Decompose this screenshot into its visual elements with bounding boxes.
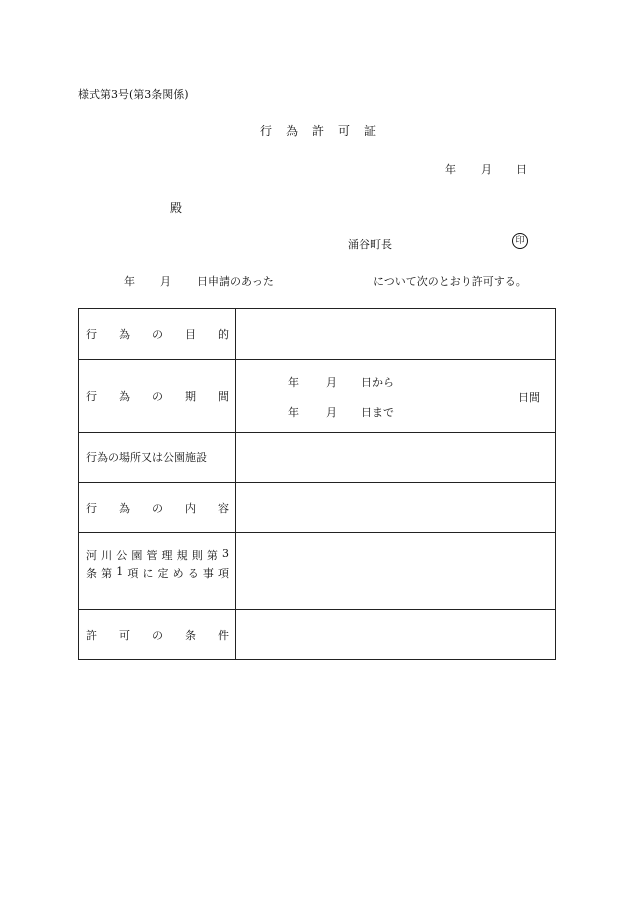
label-char: 可 [119, 628, 130, 642]
label-char: 3 [221, 547, 229, 560]
label-char: る [187, 567, 199, 580]
period-from-year: 年 [288, 376, 299, 389]
row-place [79, 433, 556, 483]
period-until-month: 月 [326, 406, 337, 419]
label-char: 容 [218, 501, 229, 515]
label-char: 第 [101, 567, 113, 580]
label-char: 定 [157, 567, 169, 580]
label-char: 内 [185, 501, 196, 515]
place-label-text: 行為の場所又は公園施設 [86, 451, 207, 464]
permission-statement: について次のとおり許可する。 [373, 275, 527, 288]
label-char: 期 [185, 390, 196, 403]
row-period [79, 360, 556, 433]
label-char: 1 [116, 565, 124, 578]
label-char: 条 [86, 567, 97, 580]
label-char: 管 [146, 549, 158, 562]
label-char: 行 [86, 501, 97, 515]
issuer-name: 涌谷町長 [348, 238, 392, 251]
value-content[interactable] [236, 483, 556, 533]
label-char: の [152, 628, 163, 642]
period-until-year: 年 [288, 406, 299, 419]
label-char: に [142, 567, 154, 580]
date-year-label: 年 [445, 163, 456, 176]
label-rules [79, 533, 236, 610]
row-content [79, 483, 556, 533]
application-year-label: 年 [124, 275, 135, 288]
label-char: の [152, 328, 163, 341]
value-conditions[interactable] [236, 610, 556, 660]
label-char: 事 [202, 567, 214, 580]
seal-mark: 印 [512, 233, 528, 249]
label-char: 為 [119, 501, 130, 515]
value-purpose[interactable] [236, 309, 556, 360]
label-period [79, 360, 236, 433]
label-place [79, 433, 236, 483]
value-place[interactable] [236, 433, 556, 483]
period-from-day: 日から [361, 376, 394, 389]
addressee-honorific: 殿 [170, 201, 183, 215]
label-char: 則 [191, 549, 203, 562]
application-month-label: 月 [160, 275, 171, 288]
value-rules[interactable] [236, 533, 556, 610]
label-char: 行 [86, 390, 97, 403]
label-char: 規 [176, 549, 188, 562]
row-conditions [79, 610, 556, 660]
period-from-month: 月 [326, 376, 337, 389]
label-char: 為 [119, 328, 130, 341]
label-purpose [79, 309, 236, 360]
document-title: 行為許可証 [260, 124, 391, 138]
label-char: の [152, 501, 163, 515]
label-char: 川 [101, 549, 113, 562]
label-char: 項 [127, 567, 139, 580]
label-char: 目 [185, 328, 196, 341]
row-rules [79, 533, 556, 610]
form-number: 様式第3号(第3条関係) [78, 88, 189, 101]
label-conditions [79, 610, 236, 660]
date-month-label: 月 [481, 163, 492, 176]
label-char: 公 [116, 549, 128, 562]
label-char: 行 [86, 328, 97, 341]
application-day-text: 日申請のあった [197, 275, 274, 288]
value-period[interactable] [236, 360, 556, 433]
label-char: の [152, 390, 163, 403]
row-purpose [79, 309, 556, 360]
label-char: 間 [218, 390, 229, 403]
label-content [79, 483, 236, 533]
period-until-day: 日まで [361, 406, 394, 419]
label-char: 項 [217, 567, 229, 580]
label-char: 理 [161, 549, 173, 562]
label-char: 園 [131, 549, 143, 562]
label-char: め [172, 567, 184, 580]
label-char: 的 [218, 328, 229, 341]
label-char: 件 [218, 628, 229, 642]
label-char: 第 [206, 549, 218, 562]
label-char: 条 [185, 628, 196, 642]
label-char: 許 [86, 628, 97, 642]
period-days: 日間 [518, 391, 540, 404]
date-day-label: 日 [516, 163, 527, 176]
label-char: 為 [119, 390, 130, 403]
label-char: 河 [86, 549, 97, 562]
permit-table [78, 308, 556, 660]
